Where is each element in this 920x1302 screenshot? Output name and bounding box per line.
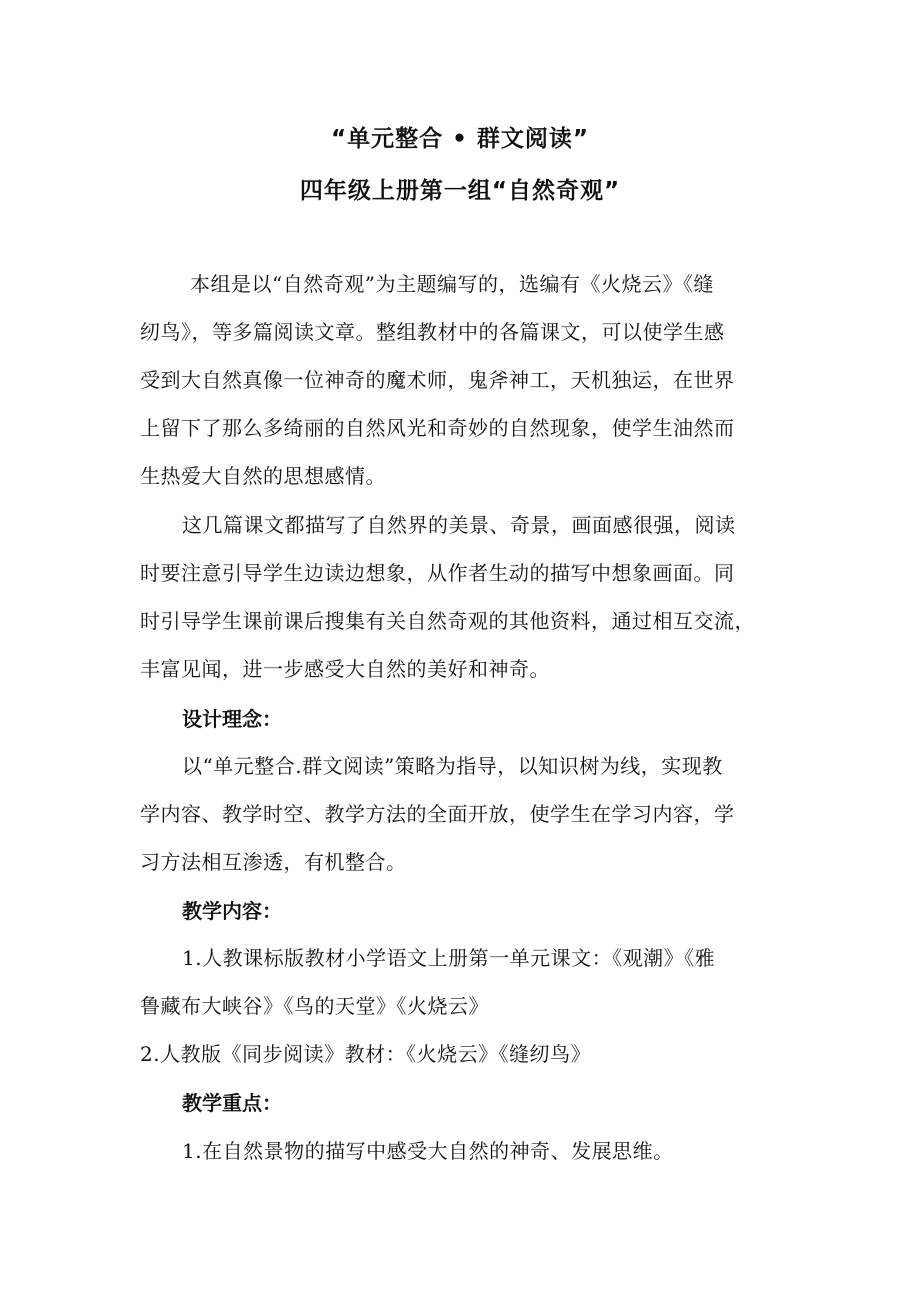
- design-heading: 设计理念：: [182, 707, 282, 731]
- focus-heading: 教学重点：: [182, 1091, 282, 1115]
- content-heading: 教学内容：: [182, 899, 282, 923]
- intro-line: 本组是以“自然奇观”为主题编写的，选编有《火烧云》《缝: [190, 272, 714, 296]
- design-line: 以“单元整合.群文阅读”策略为指导，以知识树为线，实现教: [182, 754, 723, 778]
- title-line-1: “单元整合 • 群文阅读”: [331, 126, 589, 152]
- intro-line: 生热爱大自然的思想感情。: [140, 464, 386, 488]
- intro-line: 上留下了那么多绮丽的自然风光和奇妙的自然现象，使学生油然而: [140, 416, 735, 440]
- design-line: 习方法相互渗透，有机整合。: [140, 850, 407, 874]
- content-line: 2.人教版《同步阅读》教材：《火烧云》《缝纫鸟》: [140, 1042, 592, 1066]
- design-line: 学内容、教学时空、教学方法的全面开放，使学生在学习内容，学: [140, 802, 735, 826]
- guide-line: 丰富见闻，进一步感受大自然的美好和神奇。: [140, 657, 550, 681]
- guide-line: 时要注意引导学生边读边想象，从作者生动的描写中想象画面。同: [140, 561, 735, 585]
- content-line: 1.人教课标版教材小学语文上册第一单元课文：《观潮》《雅: [182, 946, 716, 970]
- guide-line: 时引导学生课前课后搜集有关自然奇观的其他资料，通过相互交流，: [140, 609, 755, 633]
- content-line: 鲁藏布大峡谷》《鸟的天堂》《火烧云》: [140, 994, 489, 1018]
- guide-line: 这几篇课文都描写了自然界的美景、奇景，画面感很强，阅读: [182, 513, 736, 537]
- title-line-2: 四年级上册第一组“自然奇观”: [299, 178, 621, 204]
- intro-line: 受到大自然真像一位神奇的魔术师，鬼斧神工，天机独运，在世界: [140, 368, 735, 392]
- focus-line: 1.在自然景物的描写中感受大自然的神奇、发展思维。: [182, 1139, 674, 1163]
- intro-line: 纫鸟》，等多篇阅读文章。整组教材中的各篇课文，可以使学生感: [140, 320, 725, 344]
